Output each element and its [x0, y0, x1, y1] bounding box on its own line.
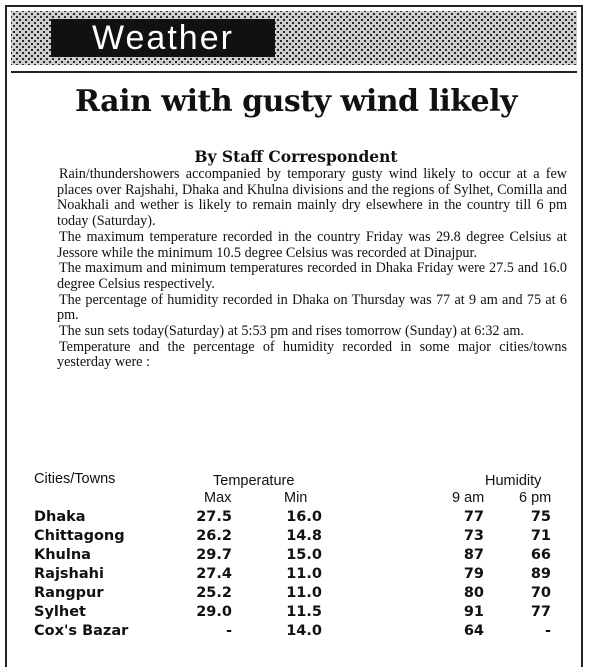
cell-humidity-6pm: 89	[530, 566, 551, 582]
top-rule	[11, 71, 577, 73]
col-header-min: Min	[284, 490, 308, 506]
cell-min: 15.0	[286, 547, 322, 563]
paragraph: The maximum temperature recorded in the country Friday was 29.8 degree Celsius at Jessore while the minimum 10.5 degree Celsius was recorded at Dinajpur.	[57, 228, 567, 261]
col-header-humidity: Humidity	[485, 473, 542, 489]
cell-max: 29.0	[196, 604, 232, 620]
cell-humidity-6pm: 75	[530, 509, 551, 525]
cell-city: Khulna	[34, 547, 91, 563]
paragraph: Temperature and the percentage of humidity recorded in some major cities/towns yesterday were :	[57, 338, 567, 371]
cell-humidity-9am: 77	[463, 509, 484, 525]
cell-min: 14.0	[286, 623, 322, 639]
cell-max: 27.4	[196, 566, 232, 582]
cell-min: 11.0	[286, 585, 322, 601]
cell-city: Cox's Bazar	[34, 623, 129, 639]
cell-humidity-9am: 73	[463, 528, 484, 544]
cell-city: Dhaka	[34, 509, 86, 525]
cell-max: -	[225, 623, 232, 639]
cell-city: Sylhet	[34, 604, 86, 620]
col-header-9am: 9 am	[452, 490, 485, 506]
cell-humidity-9am: 79	[463, 566, 484, 582]
cell-humidity-9am: 80	[463, 585, 484, 601]
cell-humidity-9am: 91	[463, 604, 484, 620]
section-label: Weather	[51, 19, 275, 57]
cell-humidity-9am: 64	[463, 623, 484, 639]
paragraph: The sun sets today(Saturday) at 5:53 pm and rises tomorrow (Sunday) at 6:32 am.	[59, 323, 524, 340]
cell-humidity-6pm: 77	[530, 604, 551, 620]
col-header-6pm: 6 pm	[519, 490, 552, 506]
cell-max: 29.7	[196, 547, 232, 563]
paragraph: Rain/thundershowers accompanied by temporary gusty wind likely to occur at a few places over Rajshahi, Dhaka and Khulna divisions and the regions of Sylhet, Comilla and Noakhali and wether is likely to remain mainly dry elsewhere in the country till 6 pm today (Saturday).	[57, 166, 567, 230]
cell-humidity-6pm: 66	[530, 547, 551, 563]
paragraph: The percentage of humidity recorded in Dhaka on Thursday was 77 at 9 am and 75 at 6 pm.	[57, 291, 567, 324]
col-header-temperature: Temperature	[213, 473, 295, 489]
cell-min: 11.0	[286, 566, 322, 582]
cell-max: 25.2	[196, 585, 232, 601]
byline: By Staff Correspondent	[194, 147, 398, 166]
col-header-city: Cities/Towns	[34, 471, 116, 487]
cell-min: 14.8	[286, 528, 322, 544]
cell-city: Chittagong	[34, 528, 125, 544]
cell-min: 11.5	[286, 604, 322, 620]
paragraph: The maximum and minimum temperatures recorded in Dhaka Friday were 27.5 and 16.0 degree Celsius respectively.	[57, 260, 567, 292]
col-header-max: Max	[204, 490, 232, 506]
cell-humidity-9am: 87	[463, 547, 484, 563]
section-banner	[11, 11, 577, 65]
cell-max: 27.5	[196, 509, 232, 525]
headline: Rain with gusty wind likely	[75, 84, 517, 119]
cell-humidity-6pm: -	[544, 623, 551, 639]
cell-humidity-6pm: 71	[530, 528, 551, 544]
cell-min: 16.0	[286, 509, 322, 525]
cell-max: 26.2	[196, 528, 232, 544]
cell-city: Rangpur	[34, 585, 104, 601]
cell-city: Rajshahi	[34, 566, 104, 582]
cell-humidity-6pm: 70	[530, 585, 551, 601]
article-body	[57, 167, 567, 371]
